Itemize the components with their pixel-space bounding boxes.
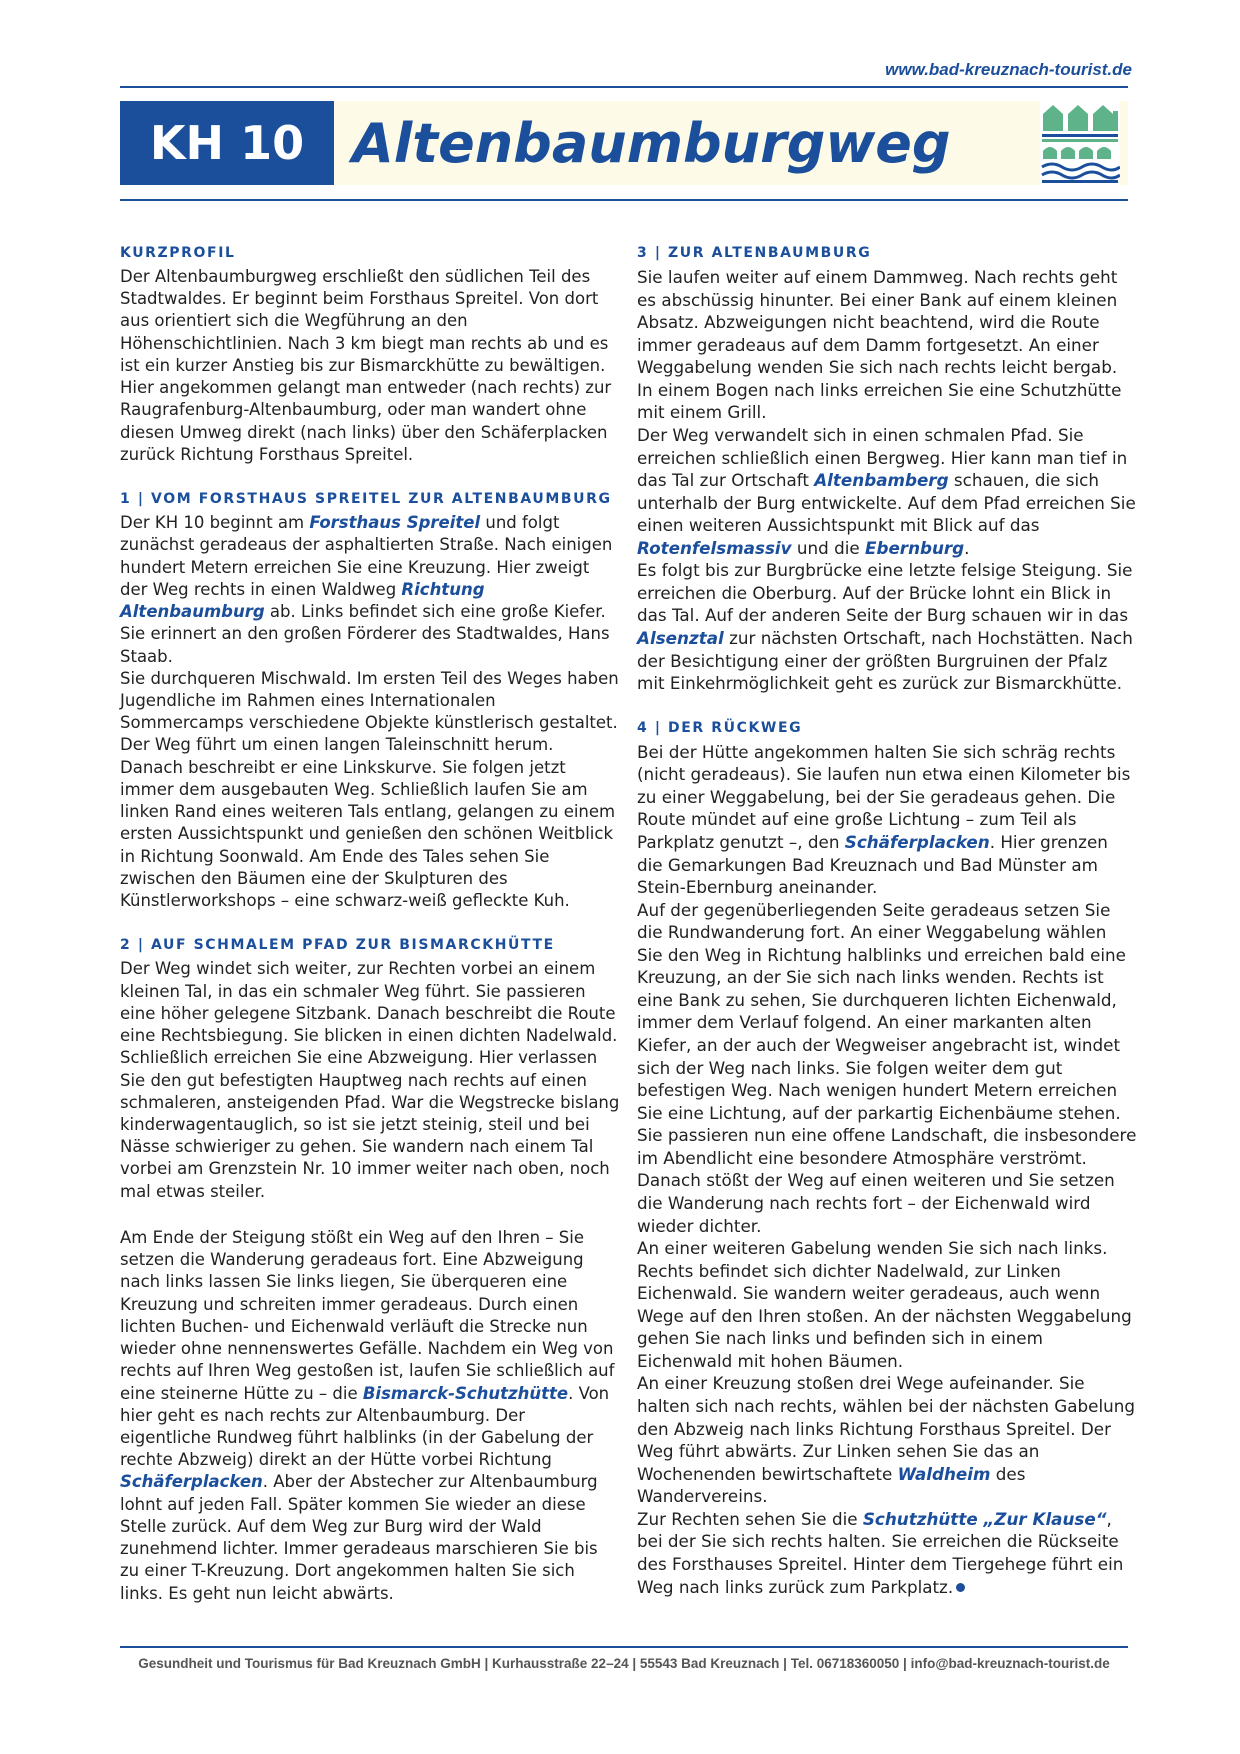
left-column [120,244,620,1605]
section-3-paragraph-1: Sie laufen weiter auf einem Dammweg. Nach rechts geht es abschüssig hinunter. Bei einer Bank auf einem kleinen Absatz. Abzweigungen nicht beachtend, wird die Route immer geradeaus auf dem Damm fortgesetzt. An einer Weggabelung wenden Sie sich nach rechts leicht bergab. In einem Bogen nach links erreichen Sie eine Schutzhütte mit einem Grill. [637,267,1122,423]
link-richtung-altenbaumburg[interactable]: Richtung Altenbaumburg [120,579,485,622]
link-schaeferplacken-2[interactable]: Schäferplacken [844,831,990,852]
link-schaeferplacken[interactable]: Schäferplacken [120,1472,263,1492]
section-heading-2: 2 | AUF SCHMALEM PFAD ZUR BISMARCKHÜTTE [120,937,555,954]
link-rotenfelsmassiv[interactable]: Rotenfelsmassiv [637,537,792,558]
end-bullet-icon [956,1583,965,1592]
section-4-paragraph-1: Bei der Hütte angekommen halten Sie sich schräg rechts (nicht geradeaus). Sie laufen nun etwa einen Kilometer bis zu einer Weggabelung, bei der Sie geradeaus gehen. Die Route mündet auf eine große Lichtung – zum Teil als Parkplatz genutzt –, den Schäferplacken. Hier grenzen die Gemarkungen Bad Kreuznach und Bad Münster am Stein-Ebernburg aneinander. [637,741,1131,898]
top-rule [120,86,1128,88]
title-rule [120,199,1128,201]
section-3-paragraph-3: Es folgt bis zur Burgbrücke eine letzte felsige Steigung. Sie erreichen die Oberburg. Auf der Brücke lohnt ein Blick in das Tal. Auf der anderen Seite der Burg schauen wir in das Alsenztal zur nächsten Ortschaft, nach Hochstätten. Nach der Besichtigung einer der größten Burgruinen der Pfalz mit Einkehrmöglichkeit geht es zurück zur Bismarckhütte. [637,560,1133,694]
page-title: Altenbaumburgweg [352,112,951,175]
section-heading-kurzprofil: KURZPROFIL [120,245,236,261]
link-ebernburg[interactable]: Ebernburg [865,537,965,558]
section-4-paragraph-3: Sie passieren nun eine offene Landschaft, die insbesondere im Abendlicht eine besondere Atmosphäre verströmt. Danach stößt der Weg auf einen weiteren und Sie setzen die Wanderung nach rechts fort – der Eichenwald wird wieder dichter. [637,1125,1137,1236]
route-code: KH 10 [149,116,305,170]
section-4-paragraph-2: Auf der gegenüberliegenden Seite geradeaus setzen Sie die Rundwanderung fort. An einer Weggabelung wählen Sie den Weg in Richtung halblinks und erreichen bald eine Kreuzung, an der Sie sich nach links wenden. Rechts ist eine Bank zu sehen, Sie durchqueren lichten Eichenwald, immer dem Verlauf folgend. An einer markanten alten Kiefer, an der auch der Wegweiser angebracht ist, windet sich der Weg nach links. Sie folgen weiter dem gut befestigen Weg. Nach wenigen hundert Metern erreichen Sie eine Lichtung, auf der parkartig Eichenbäume stehen. [637,899,1126,1123]
section-4-paragraph-5: An einer Kreuzung stoßen drei Wege aufeinander. Sie halten sich nach rechts, wählen bei der nächsten Gabelung den Abzweig nach links Richtung Forsthaus Spreitel. Der Weg führt abwärts. Zur Linken sehen Sie das an Wochenenden bewirtschaftete Waldheim des Wandervereins. [637,1373,1135,1507]
link-alsenztal[interactable]: Alsenztal [637,628,724,648]
section-2-paragraph-2: Am Ende der Steigung stößt ein Weg auf den Ihren – Sie setzen die Wanderung geradeaus fort. Eine Abzweigung nach links lassen Sie links liegen, Sie überqueren eine Kreuzung und schreiten immer geradeaus. Durch einen lichten Buchen- und Eichenwald verläuft die Strecke nun wieder ohne nennenswertes Gefälle. Nachdem ein Weg von rechts auf Ihren Weg gestoßen ist, laufen Sie schließlich auf eine steinerne Hütte zu – die Bismarck-Schutzhütte. Von hier geht es nach rechts zur Altenbaumburg. Der eigentliche Rundweg führt halblinks (in der Gabelung der rechte Abzweig) direkt an der Hütte vorbei Richtung Schäferplacken. Aber der Abstecher zur Altenbaumburg lohnt auf jeden Fall. Später kommen Sie wieder an diese Stelle zurück. Auf dem Weg zur Burg wird der Wald zunehmend lichter. Immer geradeaus marschieren Sie bis zu einer T-Kreuzung. Dort angekommen halten Sie sich links. Es geht nun leicht abwärts. [120,1227,615,1603]
website-url[interactable]: www.bad-kreuznach-tourist.de [885,60,1132,79]
right-column [637,244,1137,1598]
section-4-paragraph-4: An einer weiteren Gabelung wenden Sie sich nach links. Rechts befindet sich dichter Nadelwald, zur Linken Eichenwald. Sie wandern weiter geradeaus, auch wenn Wege auf den Ihren stoßen. An der nächsten Weggabelung gehen Sie nach links und befinden sich in einem Eichenwald mit hohen Bäumen. [637,1238,1132,1371]
section-heading-4: 4 | DER RÜCKWEG [637,719,803,736]
section-1-paragraph-1: Der KH 10 beginnt am Forsthaus Spreitel und folgt zunächst geradeaus der asphaltierten Straße. Nach einigen hundert Metern erreichen Sie eine Kreuzung. Hier zweigt der Weg rechts in einen Waldweg Richtung Altenbaumburg ab. Links befindet sich eine große Kiefer. Sie erinnert an den großen Förderer des Stadtwaldes, Hans Staab. [120,513,613,666]
section-2-paragraph-1: Der Weg windet sich weiter, zur Rechten vorbei an einem kleinen Tal, in das ein schmaler Weg führt. Sie passieren eine höher gelegene Sitzbank. Danach beschreibt die Route eine Rechtsbiegung. Sie blicken in einen dichten Nadelwald. Schließlich erreichen Sie eine Abzweigung. Hier verlassen Sie den gut befestigten Hauptweg nach rechts auf einen schmaleren, ansteigenden Pfad. War die Wegstrecke bislang kinderwagentauglich, so ist sie jetzt steinig, steil und bei Nässe schwieriger zu gehen. Sie wandern nach einem Tal vorbei am Grenzstein Nr. 10 immer weiter nach oben, noch mal etwas steiler. [120,959,620,1201]
link-forsthaus-spreitel[interactable]: Forsthaus Spreitel [309,513,481,533]
section-1-paragraph-2: Sie durchqueren Mischwald. Im ersten Teil des Weges haben Jugendliche im Rahmen eines Internationalen Sommercamps verschiedene Objekte künstlerisch gestaltet. Der Weg führt um einen langen Taleinschnitt herum. Danach beschreibt er eine Linkskurve. Sie folgen jetzt immer dem ausgebauten Weg. Schließlich laufen Sie am linken Rand eines weiteren Tals entlang, gelangen zu einem ersten Aussichtspunkt und genießen den schönen Weitblick in Richtung Soonwald. Am Ende des Tales sehen Sie zwischen den Bäumen eine der Skulpturen des Künstlerworkshops – eine schwarz-weiß gefleckte Kuh. [120,668,619,911]
link-schutzhuette-zur-klause[interactable]: Schutzhütte „Zur Klause“ [862,1508,1107,1529]
section-3-paragraph-2: Der Weg verwandelt sich in einen schmalen Pfad. Sie erreichen schließlich einen Bergweg. Hier kann man tief in das Tal zur Ortschaft Altenbamberg schauen, die sich unterhalb der Burg entwickelte. Auf dem Pfad erreichen Sie einen weiteren Aussichtspunkt mit Blick auf das Rotenfelsmassiv und die Ebernburg. [637,424,1136,558]
link-waldheim[interactable]: Waldheim [897,1463,991,1484]
footer-contact: Gesundheit und Tourismus für Bad Kreuznach GmbH | Kurhausstraße 22–24 | 55543 Bad Kreuznach | Tel. 06718360050 | info@bad-kreuznach-tourist.de [138,1656,1110,1671]
section-heading-1: 1 | VOM FORSTHAUS SPREITEL ZUR ALTENBAUMBURG [120,491,612,508]
section-4-paragraph-6: Zur Rechten sehen Sie die Schutzhütte „Zur Klause“, bei der Sie sich rechts halten. Sie erreichen die Rückseite des Forsthauses Spreitel. Hinter dem Tiergehege führt ein Weg nach links zurück zum Parkplatz. [637,1508,1124,1597]
route-code-badge [120,101,334,185]
link-altenbamberg[interactable]: Altenbamberg [814,470,949,491]
section-heading-3: 3 | ZUR ALTENBAUMBURG [637,245,872,261]
profile-paragraph: Der Altenbaumburgweg erschließt den südlichen Teil des Stadtwaldes. Er beginnt beim Forsthaus Spreitel. Von dort aus orientiert sich die Wegführung an den Höhenschichtlinien. Nach 3 km biegt man rechts ab und es ist ein kurzer Anstieg bis zur Bismarckhütte zu bewältigen. Hier angekommen gelangt man entweder (nach rechts) zur Raugrafenburg-Altenbaumburg, oder man wandert ohne diesen Umweg direkt (nach links) über den Schäferplacken zurück Richtung Forsthaus Spreitel. [120,267,612,464]
footer-rule [120,1646,1128,1648]
link-bismarck-schutzhuette[interactable]: Bismarck-Schutzhütte [362,1383,569,1403]
bad-kreuznach-bridge-houses-logo-icon [1040,101,1120,185]
